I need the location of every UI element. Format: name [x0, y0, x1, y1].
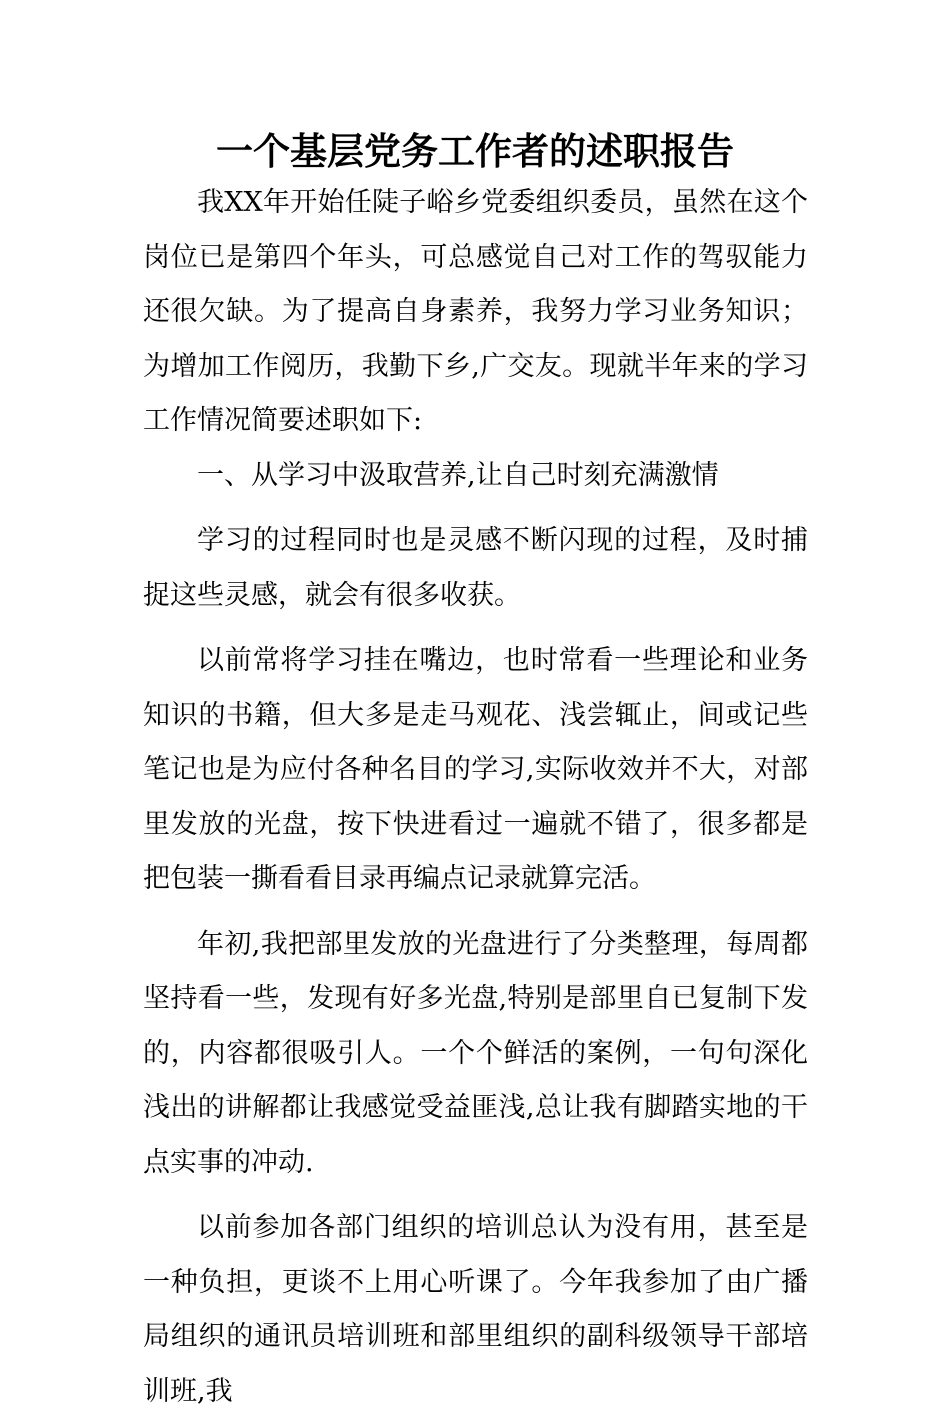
section-heading: 一、从学习中汲取营养,让自己时刻充满激情 — [197, 459, 719, 491]
paragraph-past-study: 以前常将学习挂在嘴边，也时常看一些理论和业务知识的书籍，但大多是走马观花、浅尝辄止，间或记些笔记也是为应付各种名目的学习,实际收效并不大，对部里发放的光盘，按下快进看过一遍就不错了，很多都是把包装一撕看看目录再编点记录就算完活。 — [143, 645, 808, 894]
paragraph-learning-process: 学习的过程同时也是灵感不断闪现的过程，及时捕捉这些灵感，就会有很多收获。 — [143, 525, 808, 611]
paragraph-training: 以前参加各部门组织的培训总认为没有用，甚至是一种负担，更谈不上用心听课了。今年我参加了由广播局组织的通讯员培训班和部里组织的副科级领导干部培训班,我 — [143, 1212, 808, 1407]
document-body — [143, 176, 808, 1419]
document-title: 一个基层党务工作者的述职报告 — [216, 129, 734, 173]
paragraph-new-year: 年初,我把部里发放的光盘进行了分类整理，每周都坚持看一些，发现有好多光盘,特别是部里自已复制下发的，内容都很吸引人。一个个鲜活的案例，一句句深化浅出的讲解都让我感觉受益匪浅,总让我有脚踏实地的干点实事的冲动. — [143, 928, 808, 1178]
paragraph-intro: 我XX年开始任陡子峪乡党委组织委员，虽然在这个岗位已是第四个年头，可总感觉自己对工作的驾驭能力还很欠缺。为了提高自身素养，我努力学习业务知识；为增加工作阅历，我勤下乡,广交友。现就半年来的学习工作情况简要述职如下: — [143, 187, 808, 436]
